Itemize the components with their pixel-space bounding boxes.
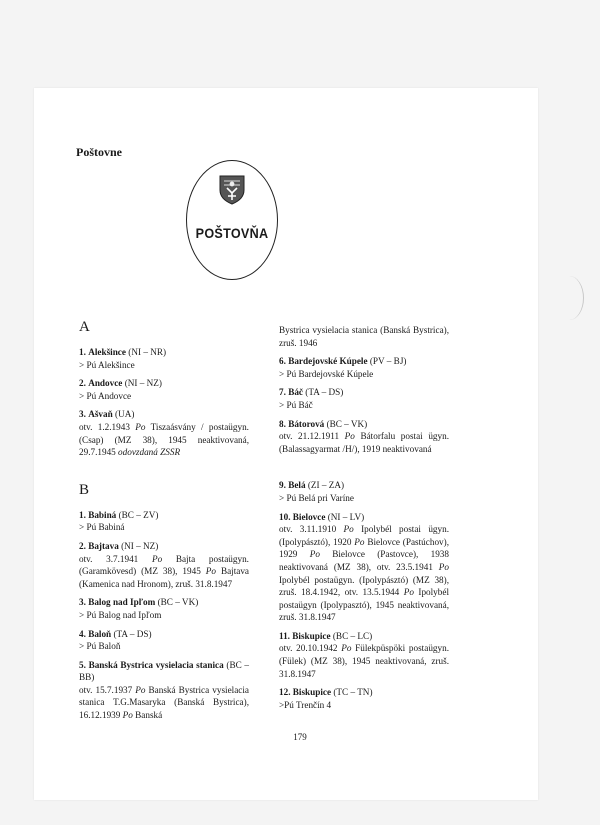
stamp-text: POŠTOVŇA <box>195 225 269 241</box>
entry-detail: otv. 20.10.1942 Po Fülekpüspöki postaügyn. (Fülek) (MZ 38), 1945 neaktivovaná, zruš. 31.8.1947 <box>279 643 449 679</box>
page-number: 179 <box>293 732 307 742</box>
section-b <box>79 481 249 722</box>
entry-title: 11. Biskupice (BC – LC) <box>279 630 373 641</box>
entry-detail: otv. 21.12.1911 Po Bátorfalu postai ügyn. (Balassagyarmat /H/), 1919 neaktivovaná <box>279 431 449 454</box>
entry-detail: otv. 3.11.1910 Po Ipolybél postai ügyn. (Ipolypásztó), 1920 Po Bielovce (Pastúchov), 1929 Po Bielovce (Pastovce), 1938 neaktivovaná (MZ 38), otv. 23.5.1941 Po Ipolybél postaügyn. (Ipolypásztó) (MZ 38), zruš. 18.4.1942, otv. 13.5.1944 Po Ipolybél postaügyn (Ipolypasztó), 1945 neaktivovaná, zruš. 31.8.1947 <box>279 524 450 623</box>
page-heading: Poštovne <box>76 145 122 159</box>
section-a <box>79 318 249 459</box>
left-column <box>79 318 249 728</box>
entry-detail: > Pú Belá pri Varíne <box>279 492 354 503</box>
entry-detail: > Pú Bardejovské Kúpele <box>279 368 374 379</box>
entry-detail: otv. 3.7.1941 Po Bajta postaügyn. (Garamkövesd) (MZ 38), 1945 Po Bajtava (Kamenica nad Hronom), zruš. 31.8.1947 <box>79 553 250 589</box>
right-column <box>279 324 449 717</box>
postal-stamp <box>186 160 278 280</box>
entry-detail: > Pú Baloň <box>79 641 121 652</box>
entry-title: 7. Báč (TA – DS) <box>279 387 344 398</box>
entry-detail: > Pú Babiná <box>79 522 125 533</box>
entry-title: 9. Belá (ZI – ZA) <box>279 480 345 491</box>
entry-title: 3. Ašvaň (UA) <box>79 409 135 420</box>
entry-title: 8. Bátorová (BC – VK) <box>279 418 368 429</box>
entry-title: 10. Bielovce (NI – LV) <box>279 511 365 522</box>
entry-title: 3. Balog nad Ipľom (BC – VK) <box>79 597 199 608</box>
scan-artifact <box>555 276 584 320</box>
entry-continuation: Bystrica vysielacia stanica (Banská Bystrica), zruš. 1946 <box>279 325 449 348</box>
entry-title: 2. Andovce (NI – NZ) <box>79 378 162 389</box>
entry-title: 6. Bardejovské Kúpele (PV – BJ) <box>279 356 407 367</box>
entry-detail: >Pú Trenčín 4 <box>279 699 332 710</box>
entry-title: 1. Babiná (BC – ZV) <box>79 509 159 520</box>
entry-title: 2. Bajtava (NI – NZ) <box>79 540 159 551</box>
entry-title: 4. Baloň (TA – DS) <box>79 628 152 639</box>
entry-detail: otv. 15.7.1937 Po Banská Bystrica vysielacia stanica T.G.Masaryka (Banská Bystrica), 16.12.1939 Po Banská <box>79 684 249 721</box>
entry-detail: > Pú Andovce <box>79 390 132 401</box>
entry-detail: > Pú Alekšince <box>79 359 135 370</box>
section-letter: A <box>79 319 90 335</box>
entry-title: 1. Alekšince (NI – NR) <box>79 347 167 357</box>
section-letter: B <box>79 481 90 498</box>
entry-detail: > Pú Báč <box>279 399 313 410</box>
coat-of-arms-icon <box>219 175 245 205</box>
entry-title: 12. Biskupice (TC – TN) <box>279 687 373 698</box>
entry-detail: > Pú Balog nad Ipľom <box>79 609 162 620</box>
entry-detail: otv. 1.2.1943 Po Tiszaásvány / postaügyn. (Csap) (MZ 38), 1945 neaktivovaná, 29.7.1945 odovzdaná ZSSR <box>79 421 249 458</box>
entry-title: 5. Banská Bystrica vysielacia stanica (BC – BB) <box>79 659 249 683</box>
